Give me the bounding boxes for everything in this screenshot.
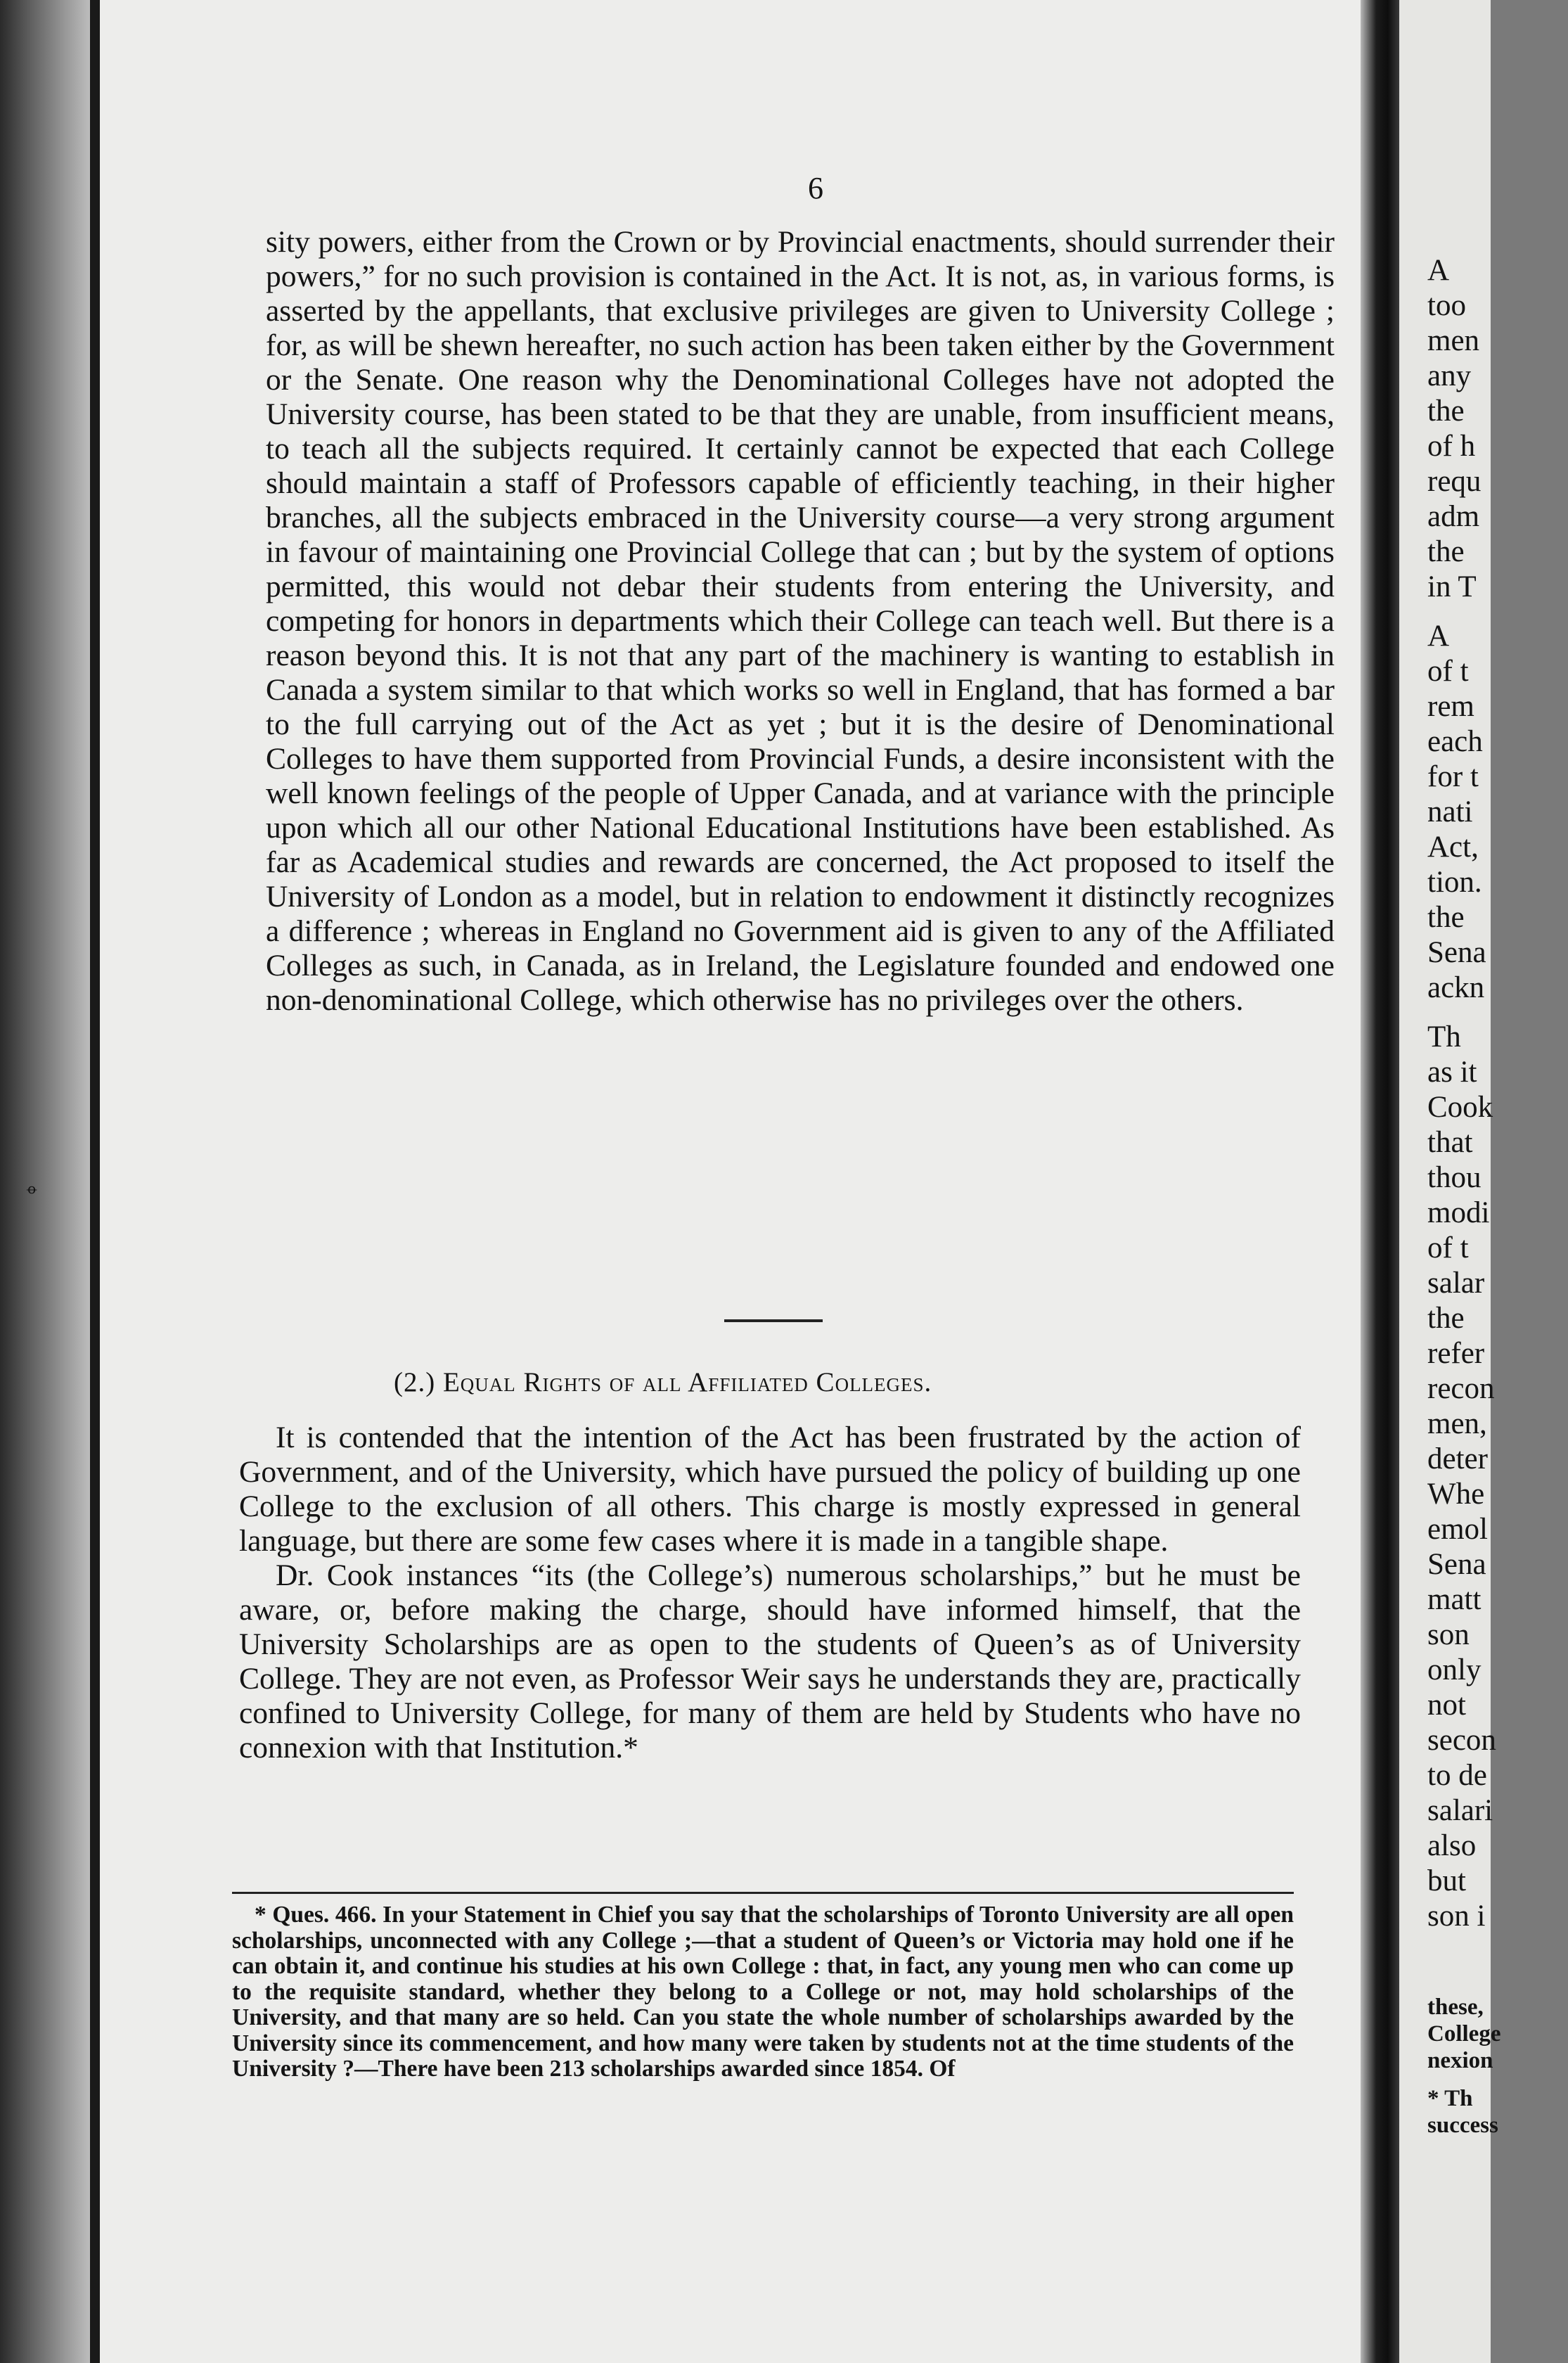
facing-page-line: nati	[1427, 795, 1473, 828]
facing-page-line: but	[1427, 1864, 1466, 1897]
facing-page-line: Act,	[1427, 831, 1479, 864]
facing-page-line: thou	[1427, 1161, 1482, 1194]
facing-page-line: salar	[1427, 1267, 1485, 1300]
facing-page-line: adm	[1427, 500, 1480, 533]
facing-page-line: of t	[1427, 655, 1469, 688]
facing-page-line: not	[1427, 1689, 1466, 1722]
facing-page-line: of t	[1427, 1231, 1469, 1264]
book-gutter	[1361, 0, 1399, 2363]
facing-page-line: the	[1427, 535, 1465, 568]
facing-page-line: son	[1427, 1618, 1470, 1651]
footnote-rule	[232, 1892, 1294, 1894]
facing-page-line: Cook	[1427, 1091, 1493, 1124]
facing-page-line: Th	[1427, 1020, 1461, 1054]
facing-page-line: Sena	[1427, 936, 1486, 969]
facing-page-line: Sena	[1427, 1548, 1486, 1581]
section-paragraph: It is contended that the intention of the Act has been frustrated by the action of Government, and of the University, which have pursued the policy of building up one College to the exclusion of all others. This charge is mostly expressed in general language, but there are some few cases where it is made in a tangible shape.	[239, 1421, 1301, 1558]
facing-page-footnote-line: success	[1427, 2113, 1498, 2138]
facing-page	[1399, 0, 1501, 2363]
facing-page-line: that	[1427, 1126, 1473, 1159]
facing-page-line: emol	[1427, 1513, 1488, 1546]
facing-page-line: also	[1427, 1829, 1477, 1862]
facing-page-line: deter	[1427, 1442, 1488, 1475]
section-body	[239, 1421, 1301, 1765]
facing-page-line: the	[1427, 395, 1465, 428]
facing-page-line: any	[1427, 359, 1472, 392]
facing-page-line: men,	[1427, 1407, 1487, 1440]
facing-page-line: modi	[1427, 1196, 1490, 1229]
facing-page-line: requ	[1427, 465, 1482, 498]
facing-page-line: too	[1427, 289, 1466, 322]
facing-page-line: the	[1427, 901, 1465, 934]
facing-page-footnote-line: * Th	[1427, 2086, 1473, 2111]
continuation-paragraph: sity powers, either from the Crown or by Provincial enactments, should surrender their powers,” for no such provision is contained in the Act. It is not, as, in various forms, is asserted by the appellants, that exclusive privileges are given to University College ; for, as will be shewn hereafter, no such action has been taken either by the Government or the Senate. One reason why the Denominational Colleges have not adopted the University course, has been stated to be that they are unable, from insufficient means, to teach all the subjects required. It certainly cannot be expected that each College should maintain a staff of Professors capable of efficiently teaching, in their higher branches, all the subjects embraced in the University course—a very strong argument in favour of maintaining one Provincial College that can ; but by the system of options permitted, this would not debar their students from entering the University, and competing for honors in departments which their College can teach well. But there is a reason beyond this. It is not that any part of the machinery is wanting to establish in Canada a system similar to that which works so well in England, that has formed a bar to the full carrying out of the Act as yet ; but it is the desire of Denominational Colleges to have them supported from Provincial Funds, a desire inconsistent with the well known feelings of the people of Upper Canada, and at variance with the principle upon which all our other National Educational Institutions have been established. As far as Academical studies and rewards are concerned, the Act proposed to itself the University of London as a model, but in relation to endowment it distinctly recognizes a difference ; whereas in England no Government aid is given to any of the Affiliated Colleges as such, in Canada, as in Ireland, the Legislature founded and endowed one non-denominational College, which otherwise has no privileges over the others.	[266, 225, 1335, 1017]
facing-page-footnote-line: College	[1427, 2021, 1501, 2047]
facing-page-line: in T	[1427, 570, 1477, 603]
facing-page-line: each	[1427, 725, 1483, 758]
facing-page-line: A	[1427, 620, 1450, 653]
section-paragraph: Dr. Cook instances “its (the College’s) numerous scholarships,” but he must be aware, or, before making the charge, should have informed himself, that the University Scholarships are as open to the students of Queen’s as of University College. They are not even, as Professor Weir says he understands they are, practically confined to University College, for many of them are held by Students who have no connexion with that Institution.*	[239, 1558, 1301, 1765]
facing-page-line: Whe	[1427, 1478, 1485, 1511]
facing-page-line: only	[1427, 1653, 1482, 1686]
facing-page-line: son i	[1427, 1900, 1486, 1933]
facing-page-line: men	[1427, 324, 1480, 357]
facing-page-line: salari	[1427, 1794, 1493, 1827]
binding-rule	[90, 0, 100, 2363]
margin-mark: ꝋ	[27, 1182, 37, 1197]
page-number: 6	[808, 171, 823, 205]
section-divider	[724, 1319, 823, 1322]
facing-page-line: to de	[1427, 1759, 1487, 1792]
facing-page-footnote-line: these,	[1427, 1994, 1484, 2020]
facing-page-line: for t	[1427, 760, 1479, 793]
facing-page-line: of h	[1427, 430, 1476, 463]
facing-page-line: A	[1427, 254, 1450, 287]
facing-page-line: the	[1427, 1302, 1465, 1335]
facing-page-line: as it	[1427, 1056, 1477, 1089]
footnote: * Ques. 466. In your Statement in Chief you say that the scholarships of Toronto University are all open scholarships, unconnected with any College ;—that a student of Queen’s or Victoria may hold one if he can obtain it, and continue his studies at his own College : that, in fact, any young men who can come up to the requisite standard, whether they belong to a College or not, may hold scholarships of the University, and that many are so held. Can you state the whole number of scholarships awarded by the University since its commencement, and how many were taken by students not at the time students of the University ?—There have been 213 scholarships awarded since 1854. Of	[232, 1902, 1294, 2082]
facing-page-line: rem	[1427, 690, 1474, 723]
facing-page-line: refer	[1427, 1337, 1485, 1370]
section-heading: (2.) Equal Rights of all Affiliated Colleges.	[394, 1367, 932, 1397]
scan-left-edge	[0, 0, 95, 2363]
facing-page-line: matt	[1427, 1583, 1482, 1616]
facing-page-line: tion.	[1427, 866, 1482, 899]
facing-page-footnote-line: nexion	[1427, 2048, 1493, 2073]
facing-page-line: secon	[1427, 1724, 1496, 1757]
facing-page-line: recon	[1427, 1372, 1495, 1405]
facing-page-line: ackn	[1427, 971, 1485, 1004]
